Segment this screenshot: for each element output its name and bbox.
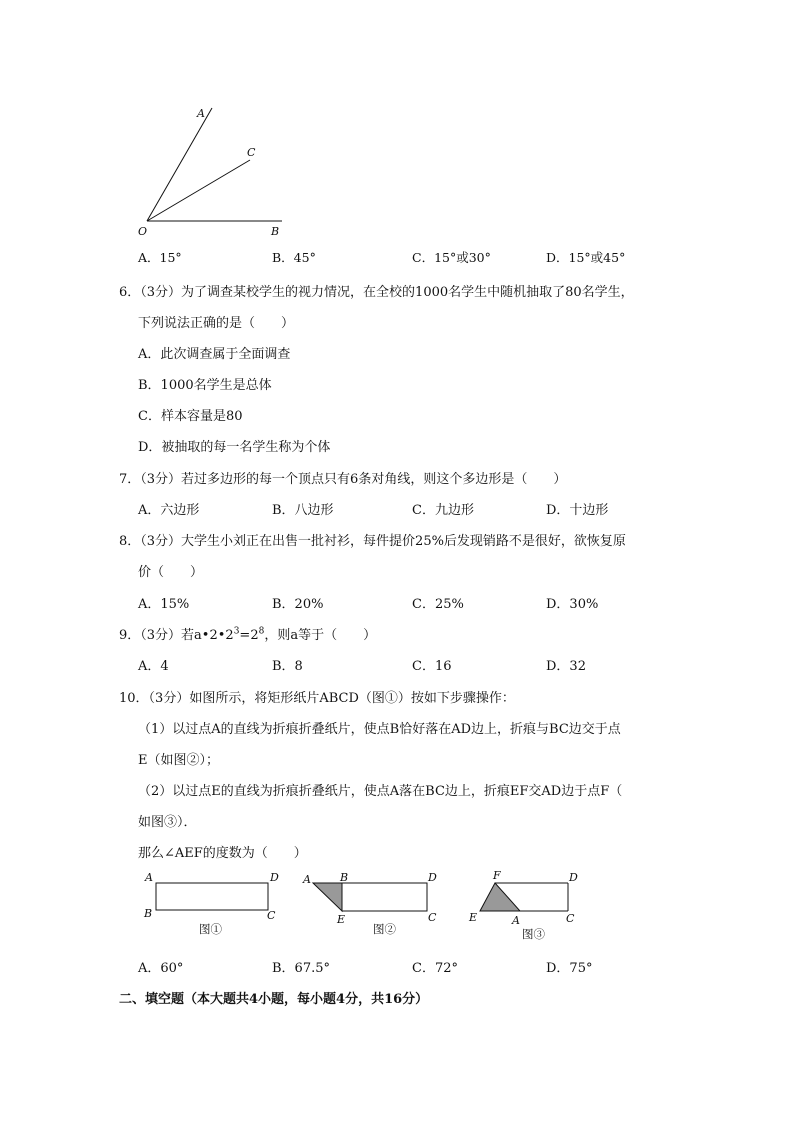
fig2-caption: 图② (373, 922, 396, 936)
q5-option-b: B．45° (272, 250, 316, 265)
fig2-shaded-triangle (313, 883, 342, 911)
label-c: C (247, 146, 256, 159)
fig2-rectangle (342, 883, 427, 911)
q10-figures (138, 866, 598, 946)
q8-stem: 8．（3分）大学生小刘正在出售一批衬衫，每件提价25%后发现销路不是很好，欲恢复原 (119, 534, 626, 549)
q10-step2: （2）以过点E的直线为折痕折叠纸片，使点A落在BC边上，折痕EF交AD边于点F（ (138, 784, 623, 799)
ray-oc (147, 160, 250, 221)
q9-option-d: D．32 (546, 659, 586, 674)
fig1-label-b: B (144, 907, 153, 920)
fig1-rectangle (156, 883, 268, 910)
q10-option-b: B．67.5° (272, 961, 330, 976)
q7-option-b: B．八边形 (272, 503, 334, 518)
q7-option-d: D．十边形 (546, 503, 609, 518)
q10-option-c: C．72° (412, 961, 458, 976)
q10-option-d: D．75° (546, 961, 593, 976)
q6-option-b: B．1000名学生是总体 (138, 378, 272, 393)
q10-step1: （1）以过点A的直线为折痕折叠纸片，使点B恰好落在AD边上，折痕与BC边交于点 (138, 722, 621, 737)
q9-stem-suffix: ，则a等于（ ） (264, 628, 377, 643)
fig2-label-c: C (428, 911, 437, 924)
fig3-label-f: F (493, 869, 501, 882)
fig3-shaded-triangle (480, 883, 520, 911)
fig3-caption: 图③ (522, 927, 545, 941)
angle-figure (130, 95, 300, 240)
fig2-label-a: A (303, 873, 311, 886)
q10-stem: 10．（3分）如图所示，将矩形纸片ABCD（图①）按如下步骤操作： (119, 691, 515, 706)
q9-option-b: B．8 (272, 659, 303, 674)
q9-expr: a•2•2 (194, 628, 234, 643)
q10-option-a: A．60° (138, 961, 184, 976)
fig3-label-e: E (469, 911, 478, 924)
label-o: O (138, 225, 148, 238)
q8-option-d: D．30% (546, 597, 599, 612)
q9-exp-2: 8 (258, 626, 265, 637)
section-2-title: 二、填空题（本大题共4小题，每小题4分，共16分） (119, 992, 429, 1007)
fig1-label-a: A (145, 871, 153, 884)
fig3-label-c: C (566, 912, 575, 925)
label-b: B (271, 225, 280, 238)
q9-eq: =2 (239, 628, 259, 643)
q9-exp-1: 3 (233, 626, 240, 637)
fig3-label-a: A (512, 914, 520, 927)
q9-option-a: A．4 (138, 659, 169, 674)
q9-stem-prefix: 9．（3分）若 (119, 628, 195, 643)
q8-option-b: B．20% (272, 597, 324, 612)
q9-stem (119, 624, 376, 643)
label-a: A (197, 107, 205, 120)
q5-option-c: C．15°或30° (412, 250, 491, 265)
q6-option-a: A．此次调查属于全面调查 (138, 347, 291, 362)
q6-stem-cont: 下列说法正确的是（ ） (138, 316, 295, 331)
fig2-label-b: B (340, 871, 349, 884)
q7-option-c: C．九边形 (412, 503, 474, 518)
q5-option-d: D．15°或45° (546, 250, 626, 265)
fig3-label-d: D (569, 871, 578, 884)
q5-option-a: A．15° (138, 250, 182, 265)
fig1-label-c: C (267, 909, 276, 922)
fig1-caption: 图① (199, 922, 222, 936)
q8-option-a: A．15% (138, 597, 190, 612)
q7-stem: 7．（3分）若过多边形的每一个顶点只有6条对角线，则这个多边形是（ ） (119, 472, 567, 487)
q6-stem: 6．（3分）为了调查某校学生的视力情况，在全校的1000名学生中随机抽取了80名学生， (119, 285, 634, 300)
q8-option-c: C．25% (412, 597, 464, 612)
fig2-label-d: D (428, 871, 437, 884)
q10-step2-cont: 如图③）． (138, 815, 197, 830)
q6-option-c: C．样本容量是80 (138, 409, 243, 424)
q10-question: 那么∠AEF的度数为（ ） (138, 846, 307, 861)
q10-step1-cont: E（如图②）； (138, 753, 219, 768)
q6-option-d: D．被抽取的每一名学生称为个体 (138, 440, 331, 455)
ray-oa (147, 108, 212, 221)
q8-stem-cont: 价（ ） (138, 565, 204, 580)
fig2-label-e: E (337, 913, 346, 926)
fig1-label-d: D (270, 871, 279, 884)
q7-option-a: A．六边形 (138, 503, 200, 518)
q9-option-c: C．16 (412, 659, 452, 674)
